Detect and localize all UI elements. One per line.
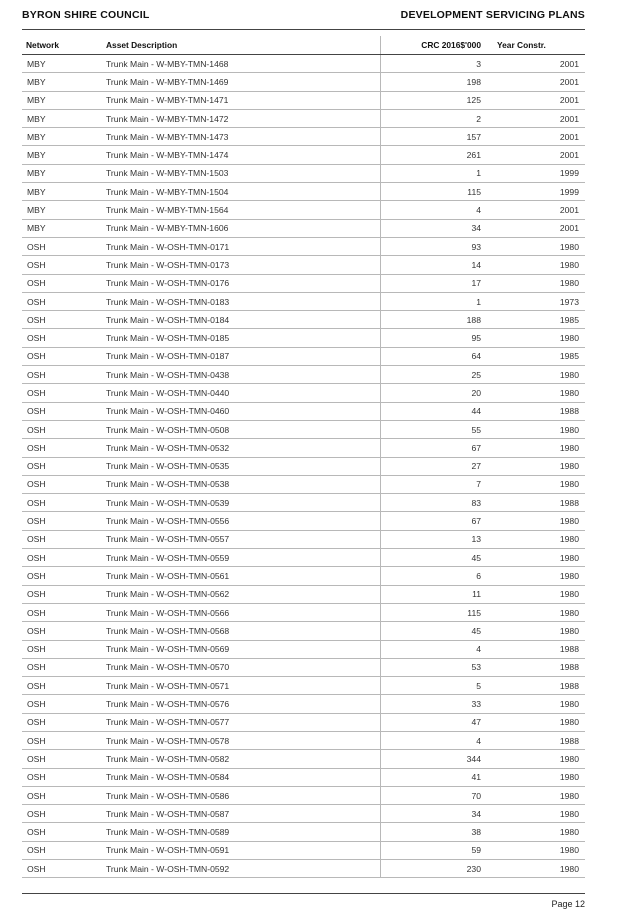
table-row: [22, 146, 585, 164]
cell-year: 1980: [487, 713, 585, 731]
page-number: Page 12: [551, 899, 585, 909]
cell-description: Trunk Main - W-MBY-TMN-1468: [102, 55, 380, 73]
cell-network: OSH: [22, 731, 102, 749]
cell-crc: 4: [380, 201, 487, 219]
cell-description: Trunk Main - W-OSH-TMN-0557: [102, 530, 380, 548]
cell-description: Trunk Main - W-MBY-TMN-1473: [102, 128, 380, 146]
cell-year: 1980: [487, 695, 585, 713]
cell-network: OSH: [22, 420, 102, 438]
cell-network: OSH: [22, 622, 102, 640]
cell-network: OSH: [22, 256, 102, 274]
cell-crc: 230: [380, 860, 487, 878]
cell-description: Trunk Main - W-MBY-TMN-1504: [102, 183, 380, 201]
cell-network: OSH: [22, 347, 102, 365]
cell-network: OSH: [22, 805, 102, 823]
cell-crc: 70: [380, 786, 487, 804]
table-row: [22, 402, 585, 420]
cell-description: Trunk Main - W-OSH-TMN-0568: [102, 622, 380, 640]
cell-year: 1980: [487, 512, 585, 530]
cell-year: 1980: [487, 860, 585, 878]
cell-description: Trunk Main - W-OSH-TMN-0586: [102, 786, 380, 804]
table-row: [22, 347, 585, 365]
cell-network: OSH: [22, 695, 102, 713]
cell-year: 1988: [487, 677, 585, 695]
cell-crc: 25: [380, 366, 487, 384]
cell-network: OSH: [22, 786, 102, 804]
cell-network: MBY: [22, 146, 102, 164]
cell-year: 1988: [487, 494, 585, 512]
cell-crc: 188: [380, 311, 487, 329]
cell-crc: 93: [380, 237, 487, 255]
cell-network: OSH: [22, 237, 102, 255]
table-row: [22, 439, 585, 457]
cell-year: 1980: [487, 384, 585, 402]
cell-crc: 17: [380, 274, 487, 292]
cell-year: 1980: [487, 549, 585, 567]
cell-network: OSH: [22, 439, 102, 457]
table-row: [22, 549, 585, 567]
cell-description: Trunk Main - W-OSH-TMN-0578: [102, 731, 380, 749]
cell-network: MBY: [22, 73, 102, 91]
cell-crc: 125: [380, 91, 487, 109]
cell-year: 2001: [487, 146, 585, 164]
cell-description: Trunk Main - W-MBY-TMN-1472: [102, 109, 380, 127]
table-row: [22, 329, 585, 347]
cell-description: Trunk Main - W-OSH-TMN-0171: [102, 237, 380, 255]
cell-description: Trunk Main - W-OSH-TMN-0187: [102, 347, 380, 365]
cell-crc: 198: [380, 73, 487, 91]
cell-network: MBY: [22, 109, 102, 127]
table-row: [22, 658, 585, 676]
cell-crc: 45: [380, 549, 487, 567]
cell-description: Trunk Main - W-OSH-TMN-0185: [102, 329, 380, 347]
cell-crc: 41: [380, 768, 487, 786]
cell-crc: 38: [380, 823, 487, 841]
cell-network: OSH: [22, 366, 102, 384]
cell-description: Trunk Main - W-MBY-TMN-1469: [102, 73, 380, 91]
cell-crc: 1: [380, 164, 487, 182]
cell-crc: 47: [380, 713, 487, 731]
table-row: [22, 366, 585, 384]
cell-year: 1980: [487, 823, 585, 841]
cell-network: OSH: [22, 384, 102, 402]
cell-network: OSH: [22, 457, 102, 475]
table-row: [22, 731, 585, 749]
cell-crc: 67: [380, 439, 487, 457]
cell-crc: 67: [380, 512, 487, 530]
cell-description: Trunk Main - W-OSH-TMN-0570: [102, 658, 380, 676]
table-row: [22, 457, 585, 475]
cell-crc: 83: [380, 494, 487, 512]
table-row: [22, 603, 585, 621]
document-title: DEVELOPMENT SERVICING PLANS: [400, 9, 585, 21]
cell-description: Trunk Main - W-MBY-TMN-1471: [102, 91, 380, 109]
table-body: [22, 55, 585, 878]
cell-network: OSH: [22, 823, 102, 841]
table-row: [22, 713, 585, 731]
cell-network: OSH: [22, 530, 102, 548]
cell-crc: 6: [380, 567, 487, 585]
cell-description: Trunk Main - W-OSH-TMN-0438: [102, 366, 380, 384]
cell-network: OSH: [22, 512, 102, 530]
cell-network: MBY: [22, 201, 102, 219]
table-row: [22, 567, 585, 585]
table-row: [22, 768, 585, 786]
cell-year: 1985: [487, 347, 585, 365]
asset-table: [22, 36, 585, 878]
cell-description: Trunk Main - W-OSH-TMN-0539: [102, 494, 380, 512]
cell-description: Trunk Main - W-OSH-TMN-0538: [102, 475, 380, 493]
cell-year: 1980: [487, 329, 585, 347]
cell-year: 1988: [487, 658, 585, 676]
cell-network: MBY: [22, 128, 102, 146]
table-row: [22, 640, 585, 658]
cell-crc: 2: [380, 109, 487, 127]
table-row: [22, 585, 585, 603]
cell-year: 1988: [487, 731, 585, 749]
cell-network: MBY: [22, 91, 102, 109]
cell-network: MBY: [22, 164, 102, 182]
cell-year: 2001: [487, 73, 585, 91]
table-row: [22, 475, 585, 493]
cell-crc: 95: [380, 329, 487, 347]
cell-description: Trunk Main - W-OSH-TMN-0587: [102, 805, 380, 823]
table-row: [22, 530, 585, 548]
table-row: [22, 823, 585, 841]
cell-year: 1980: [487, 366, 585, 384]
cell-crc: 34: [380, 219, 487, 237]
cell-network: MBY: [22, 219, 102, 237]
cell-year: 1980: [487, 237, 585, 255]
cell-description: Trunk Main - W-OSH-TMN-0561: [102, 567, 380, 585]
cell-description: Trunk Main - W-OSH-TMN-0532: [102, 439, 380, 457]
cell-description: Trunk Main - W-OSH-TMN-0577: [102, 713, 380, 731]
cell-network: OSH: [22, 585, 102, 603]
column-header-network: Network: [22, 36, 102, 55]
cell-year: 1980: [487, 274, 585, 292]
cell-crc: 3: [380, 55, 487, 73]
cell-crc: 115: [380, 603, 487, 621]
cell-crc: 55: [380, 420, 487, 438]
cell-description: Trunk Main - W-MBY-TMN-1503: [102, 164, 380, 182]
cell-crc: 64: [380, 347, 487, 365]
table-row: [22, 384, 585, 402]
table-row: [22, 750, 585, 768]
cell-network: OSH: [22, 677, 102, 695]
footer-divider: [22, 893, 585, 894]
cell-network: MBY: [22, 55, 102, 73]
cell-network: OSH: [22, 329, 102, 347]
organization-name: BYRON SHIRE COUNCIL: [22, 9, 150, 21]
cell-description: Trunk Main - W-OSH-TMN-0571: [102, 677, 380, 695]
cell-network: OSH: [22, 750, 102, 768]
cell-network: OSH: [22, 494, 102, 512]
cell-crc: 44: [380, 402, 487, 420]
cell-network: OSH: [22, 292, 102, 310]
cell-year: 1980: [487, 786, 585, 804]
table-row: [22, 420, 585, 438]
cell-network: OSH: [22, 402, 102, 420]
cell-year: 1985: [487, 311, 585, 329]
cell-network: OSH: [22, 549, 102, 567]
table-row: [22, 695, 585, 713]
cell-description: Trunk Main - W-MBY-TMN-1606: [102, 219, 380, 237]
column-header-crc: CRC 2016$'000: [380, 36, 487, 55]
column-header-description: Asset Description: [102, 36, 380, 55]
cell-year: 1980: [487, 841, 585, 859]
cell-description: Trunk Main - W-OSH-TMN-0183: [102, 292, 380, 310]
cell-crc: 261: [380, 146, 487, 164]
cell-crc: 34: [380, 805, 487, 823]
cell-year: 1980: [487, 768, 585, 786]
cell-year: 1999: [487, 164, 585, 182]
cell-description: Trunk Main - W-OSH-TMN-0589: [102, 823, 380, 841]
cell-crc: 5: [380, 677, 487, 695]
table-row: [22, 805, 585, 823]
cell-description: Trunk Main - W-OSH-TMN-0440: [102, 384, 380, 402]
cell-crc: 4: [380, 731, 487, 749]
table-header-row: [22, 36, 585, 55]
cell-description: Trunk Main - W-OSH-TMN-0559: [102, 549, 380, 567]
table-row: [22, 109, 585, 127]
cell-network: OSH: [22, 713, 102, 731]
cell-description: Trunk Main - W-MBY-TMN-1564: [102, 201, 380, 219]
cell-crc: 14: [380, 256, 487, 274]
cell-description: Trunk Main - W-OSH-TMN-0576: [102, 695, 380, 713]
cell-year: 1980: [487, 567, 585, 585]
cell-network: MBY: [22, 183, 102, 201]
cell-year: 1980: [487, 750, 585, 768]
table-row: [22, 786, 585, 804]
cell-crc: 115: [380, 183, 487, 201]
cell-year: 1980: [487, 475, 585, 493]
cell-description: Trunk Main - W-OSH-TMN-0566: [102, 603, 380, 621]
cell-crc: 20: [380, 384, 487, 402]
table-row: [22, 677, 585, 695]
table-row: [22, 841, 585, 859]
table-row: [22, 292, 585, 310]
cell-description: Trunk Main - W-OSH-TMN-0508: [102, 420, 380, 438]
cell-year: 1988: [487, 402, 585, 420]
cell-network: OSH: [22, 768, 102, 786]
table-row: [22, 91, 585, 109]
cell-year: 1980: [487, 457, 585, 475]
cell-crc: 1: [380, 292, 487, 310]
table-row: [22, 512, 585, 530]
cell-description: Trunk Main - W-OSH-TMN-0184: [102, 311, 380, 329]
cell-network: OSH: [22, 567, 102, 585]
table-row: [22, 274, 585, 292]
cell-description: Trunk Main - W-OSH-TMN-0460: [102, 402, 380, 420]
cell-crc: 59: [380, 841, 487, 859]
cell-crc: 33: [380, 695, 487, 713]
cell-description: Trunk Main - W-OSH-TMN-0176: [102, 274, 380, 292]
cell-year: 2001: [487, 55, 585, 73]
cell-description: Trunk Main - W-OSH-TMN-0592: [102, 860, 380, 878]
cell-year: 1980: [487, 420, 585, 438]
cell-network: OSH: [22, 860, 102, 878]
table-row: [22, 164, 585, 182]
table-row: [22, 237, 585, 255]
table-row: [22, 183, 585, 201]
cell-year: 1980: [487, 256, 585, 274]
cell-crc: 27: [380, 457, 487, 475]
cell-network: OSH: [22, 311, 102, 329]
cell-year: 2001: [487, 109, 585, 127]
cell-description: Trunk Main - W-OSH-TMN-0584: [102, 768, 380, 786]
column-header-year: Year Constr.: [487, 36, 585, 55]
cell-network: OSH: [22, 603, 102, 621]
cell-description: Trunk Main - W-OSH-TMN-0582: [102, 750, 380, 768]
cell-description: Trunk Main - W-OSH-TMN-0556: [102, 512, 380, 530]
table-row: [22, 494, 585, 512]
cell-year: 2001: [487, 219, 585, 237]
cell-network: OSH: [22, 274, 102, 292]
cell-network: OSH: [22, 841, 102, 859]
cell-crc: 157: [380, 128, 487, 146]
cell-year: 1999: [487, 183, 585, 201]
cell-description: Trunk Main - W-OSH-TMN-0591: [102, 841, 380, 859]
cell-year: 1980: [487, 585, 585, 603]
table-row: [22, 55, 585, 73]
cell-network: OSH: [22, 475, 102, 493]
table-row: [22, 311, 585, 329]
cell-year: 1973: [487, 292, 585, 310]
cell-year: 1980: [487, 439, 585, 457]
cell-year: 1980: [487, 622, 585, 640]
cell-year: 2001: [487, 201, 585, 219]
cell-year: 1980: [487, 603, 585, 621]
table-row: [22, 128, 585, 146]
cell-crc: 45: [380, 622, 487, 640]
cell-description: Trunk Main - W-OSH-TMN-0562: [102, 585, 380, 603]
cell-network: OSH: [22, 640, 102, 658]
cell-description: Trunk Main - W-OSH-TMN-0535: [102, 457, 380, 475]
cell-year: 1980: [487, 530, 585, 548]
table-row: [22, 73, 585, 91]
cell-crc: 13: [380, 530, 487, 548]
cell-year: 2001: [487, 91, 585, 109]
table-row: [22, 256, 585, 274]
cell-crc: 7: [380, 475, 487, 493]
cell-description: Trunk Main - W-OSH-TMN-0569: [102, 640, 380, 658]
cell-crc: 4: [380, 640, 487, 658]
table-row: [22, 860, 585, 878]
cell-network: OSH: [22, 658, 102, 676]
cell-description: Trunk Main - W-OSH-TMN-0173: [102, 256, 380, 274]
header-divider: [22, 29, 585, 30]
cell-crc: 344: [380, 750, 487, 768]
cell-crc: 53: [380, 658, 487, 676]
table-row: [22, 219, 585, 237]
cell-year: 1980: [487, 805, 585, 823]
cell-year: 2001: [487, 128, 585, 146]
cell-year: 1988: [487, 640, 585, 658]
table-row: [22, 622, 585, 640]
cell-description: Trunk Main - W-MBY-TMN-1474: [102, 146, 380, 164]
table-row: [22, 201, 585, 219]
cell-crc: 11: [380, 585, 487, 603]
